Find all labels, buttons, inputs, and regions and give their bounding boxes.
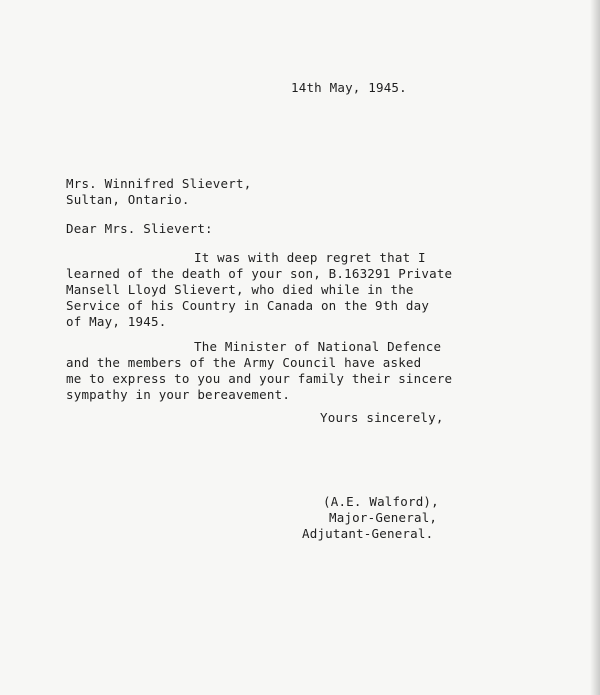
signatory-rank: Major-General, — [329, 510, 438, 525]
paragraph-sympathy — [66, 339, 452, 403]
recipient-name: Mrs. Winnifred Slievert, — [66, 176, 252, 191]
salutation: Dear Mrs. Slievert: — [66, 221, 213, 236]
paragraph2-line: The Minister of National Defence — [194, 339, 442, 354]
signatory-title: Adjutant-General. — [302, 526, 434, 541]
paragraph2-line: sympathy in your bereavement. — [66, 387, 291, 402]
paragraph1-line: Service of his Country in Canada on the 9th day — [66, 298, 430, 313]
paragraph2-line: and the members of the Army Council have asked — [66, 355, 422, 370]
recipient-address: Sultan, Ontario. — [66, 192, 190, 207]
signature-block — [302, 494, 439, 542]
closing: Yours sincerely, — [320, 410, 444, 425]
paragraph1-line: Mansell Lloyd Slievert, who died while in the — [66, 282, 414, 297]
paragraph2-line: me to express to you and your family their sincere — [66, 371, 453, 386]
letter-date: 14th May, 1945. — [291, 80, 407, 95]
paragraph1-line: learned of the death of your son, B.163291 Private — [66, 266, 453, 281]
signatory-name: (A.E. Walford), — [323, 494, 439, 509]
page-edge-shadow — [590, 0, 600, 695]
paragraph-condolence — [66, 250, 452, 330]
paragraph1-line: It was with deep regret that I — [194, 250, 426, 265]
recipient-address-block — [66, 176, 251, 208]
paragraph1-line: of May, 1945. — [66, 314, 167, 329]
